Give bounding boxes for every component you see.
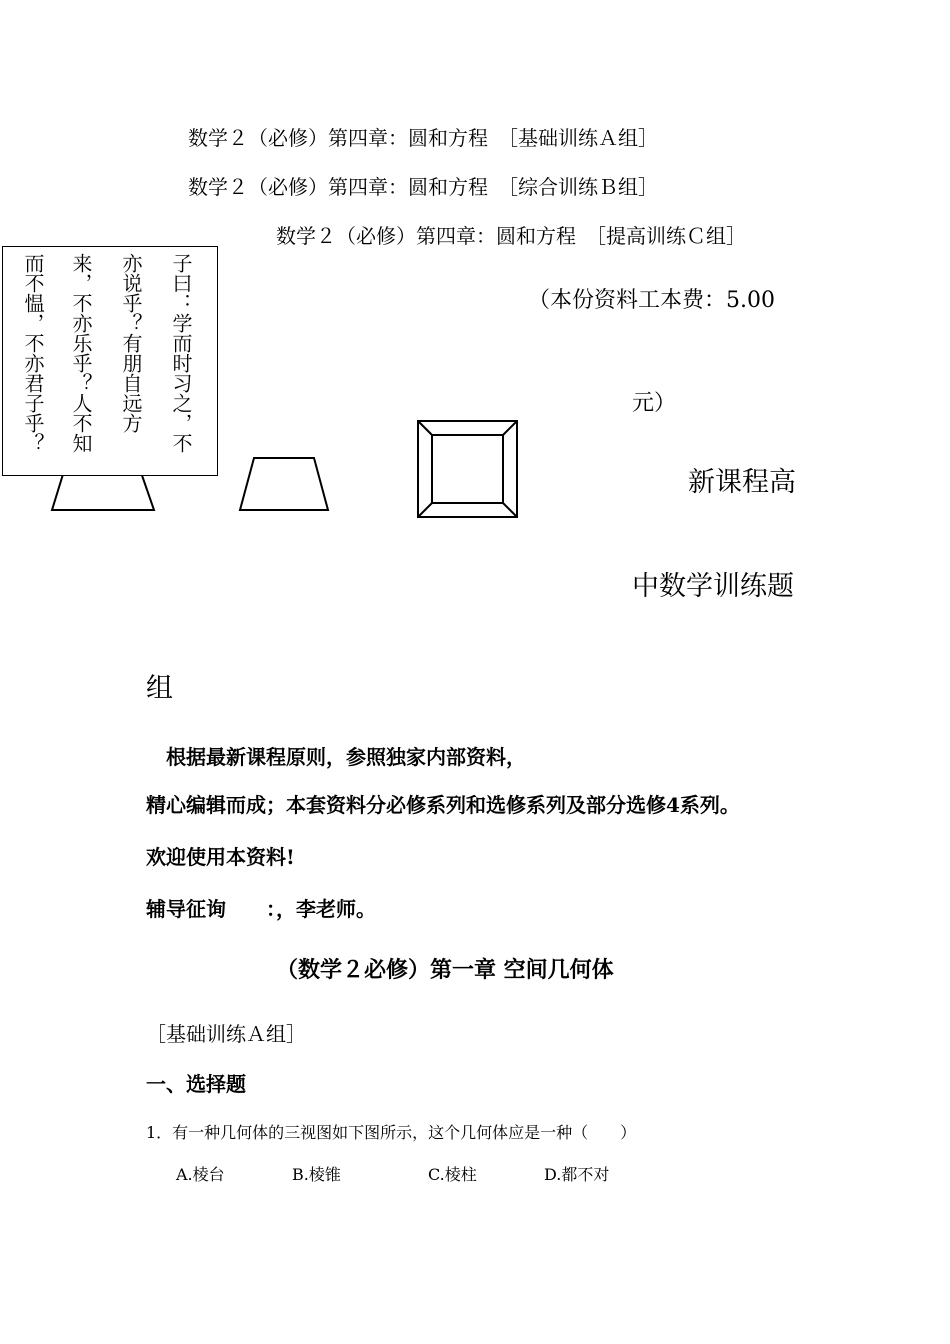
top-view-squares bbox=[418, 421, 517, 517]
intro-line-3: 欢迎使用本资料! bbox=[146, 845, 295, 869]
price-note-line1: （本份资料工本费：5.00 bbox=[528, 288, 775, 313]
group-label: ［基础训练Ａ组］ bbox=[146, 1022, 306, 1046]
toc-line-2: 数学２（必修）第四章：圆和方程 ［综合训练Ｂ组］ bbox=[188, 175, 658, 199]
title-line-2: 中数学训练题 bbox=[632, 571, 794, 602]
title-line-1: 新课程高 bbox=[688, 467, 796, 498]
option-d: D.都不对 bbox=[544, 1165, 610, 1184]
toc-line-3: 数学２（必修）第四章：圆和方程 ［提高训练Ｃ组］ bbox=[276, 224, 746, 248]
question-1: 1．有一种几何体的三视图如下图所示，这个几何体应是一种（ ） bbox=[146, 1123, 637, 1142]
title-line-3: 组 bbox=[146, 673, 173, 704]
quote-column-4: 而不愠，不亦君子乎？ bbox=[21, 253, 45, 453]
intro-line-2: 精心编辑而成；本套资料分必修系列和选修系列及部分选修4系列。 bbox=[146, 793, 740, 817]
section-label: 一、选择题 bbox=[146, 1072, 246, 1096]
quote-column-2: 亦说乎？有朋自远方 bbox=[119, 253, 143, 433]
quote-column-1: 子曰：学而时习之，不 bbox=[169, 253, 193, 453]
quote-column-3: 来，不亦乐乎？人不知 bbox=[69, 253, 93, 453]
option-c: C.棱柱 bbox=[428, 1165, 477, 1184]
intro-line-4: 辅导征询 ：，李老师。 bbox=[146, 897, 376, 921]
confucius-quote-box bbox=[2, 246, 218, 476]
option-b: B.棱锥 bbox=[292, 1165, 341, 1184]
price-note-line2: 元） bbox=[632, 391, 677, 416]
toc-line-1: 数学２（必修）第四章：圆和方程 ［基础训练Ａ组］ bbox=[188, 126, 658, 150]
intro-line-1: 根据最新课程原则，参照独家内部资料， bbox=[166, 745, 526, 769]
chapter-title: （数学２必修）第一章 空间几何体 bbox=[276, 957, 614, 983]
option-a: A.棱台 bbox=[176, 1165, 225, 1184]
side-view-trapezoid bbox=[240, 458, 328, 510]
